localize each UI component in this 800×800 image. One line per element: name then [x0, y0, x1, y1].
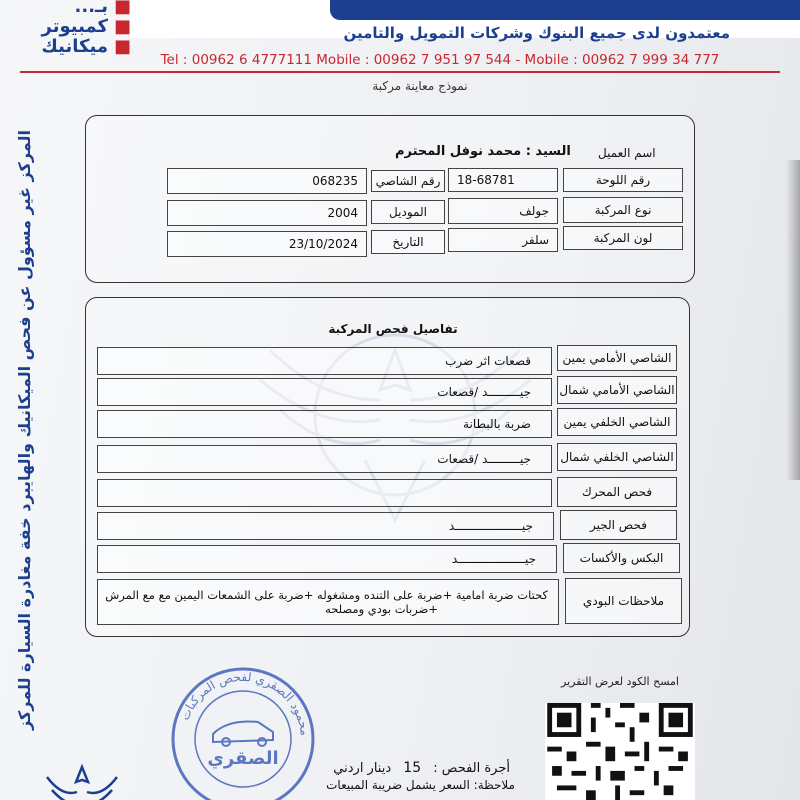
inspection-row-value: جيـــــــــــــــــــد: [97, 545, 557, 573]
inspection-row-value: [97, 479, 552, 507]
date-label: التاريخ: [371, 230, 445, 254]
inspection-title: تفاصيل فحص المركبة: [328, 322, 458, 336]
inspection-row-label: الشاصي الخلفي يمين: [557, 408, 677, 436]
page-edge-shadow: [786, 160, 800, 480]
inspection-row-value: جيـــــــــد /قصعات: [97, 445, 552, 473]
inspection-row-label: الشاصي الخلفي شمال: [557, 443, 677, 471]
svg-text:محمود الصقري لفحص المركبات: [177, 670, 311, 736]
customer-name-label: اسم العميل: [598, 146, 656, 160]
inspection-row-label: فحص المحرك: [557, 477, 677, 507]
fee-currency: دينار اردني: [333, 761, 392, 776]
fee-value: 15: [403, 760, 422, 776]
tax-note: ملاحظة: السعر يشمل ضريبة المبيعات: [326, 778, 515, 792]
chassis-label: رقم الشاصي: [371, 170, 445, 192]
form-title: نموذج معاينة مركبة: [372, 79, 468, 93]
side-disclaimer: المركز غير مسؤول عن فحص الميكانيك والهايبرد خفة مغادرة السيارة للمركز: [15, 130, 34, 730]
inspection-row-label: الشاصي الأمامي يمين: [557, 345, 677, 371]
inspection-row-label: فحص الجير: [560, 510, 677, 540]
vehicle-type-label: نوع المركبة: [563, 197, 683, 223]
model-label: الموديل: [371, 200, 445, 224]
company-stamp-icon: [168, 664, 318, 800]
eagle-emblem-icon: [42, 762, 122, 800]
body-notes-line-2: +ضربات بودي ومصلحه: [325, 602, 438, 616]
customer-name-value: السيد : محمد نوفل المحترم: [395, 144, 571, 159]
body-notes-label: ملاحظات البودي: [565, 578, 682, 624]
model-value: 2004: [167, 200, 367, 226]
inspection-fee: [305, 760, 510, 776]
fee-label: أجرة الفحص :: [433, 761, 510, 776]
stamp-center-text: الصقري: [207, 748, 279, 769]
report-qr-code-icon[interactable]: [545, 703, 695, 800]
logo-line-2: ■كمبيوتر: [41, 16, 131, 37]
logo-line-3: ■ميكانيك: [41, 36, 131, 57]
inspection-row-value: قصعات اثر ضرب: [97, 347, 552, 375]
vehicle-color-label: لون المركبة: [563, 226, 683, 250]
inspection-row-value: جيـــــــــد /قصعات: [97, 378, 552, 406]
plate-label: رقم اللوحة: [563, 168, 683, 192]
inspection-row-label: البكس والأكسات: [563, 543, 680, 573]
inspection-row-label: الشاصي الأمامي شمال: [557, 376, 677, 404]
header-tagline: معتمدون لدى جميع البنوك وشركات التمويل والتامين: [343, 24, 730, 42]
stamp-ring-text: محمود الصقري لفحص المركبات: [177, 669, 312, 737]
services-logo: [0, 0, 135, 65]
inspection-row-value: ضربة بالبطانة: [97, 410, 552, 438]
inspection-row-value: جيـــــــــــــــــــد: [97, 512, 554, 540]
logo-line-1: ■بـ...: [74, 0, 131, 17]
brand-banner: [330, 0, 800, 20]
qr-caption: امسح الكود لعرض التقرير: [561, 675, 679, 688]
plate-value: 18-68781: [448, 168, 558, 192]
body-notes-value: [97, 579, 559, 625]
vehicle-type-value: جولف: [448, 198, 558, 224]
contact-phones: Tel : 00962 6 4777111 Mobile : 00962 7 951 97 544 - Mobile : 00962 7 999 34 777: [160, 52, 720, 68]
date-value: 23/10/2024: [167, 231, 367, 257]
vehicle-color-value: سلفر: [448, 228, 558, 252]
body-notes-line-1: كحتات ضربة امامية +ضربة على التنده ومشغوله +ضربة على الشمعات اليمين مع مع المرش: [105, 588, 548, 602]
chassis-value: 068235: [167, 168, 367, 194]
header-divider: [20, 71, 780, 73]
